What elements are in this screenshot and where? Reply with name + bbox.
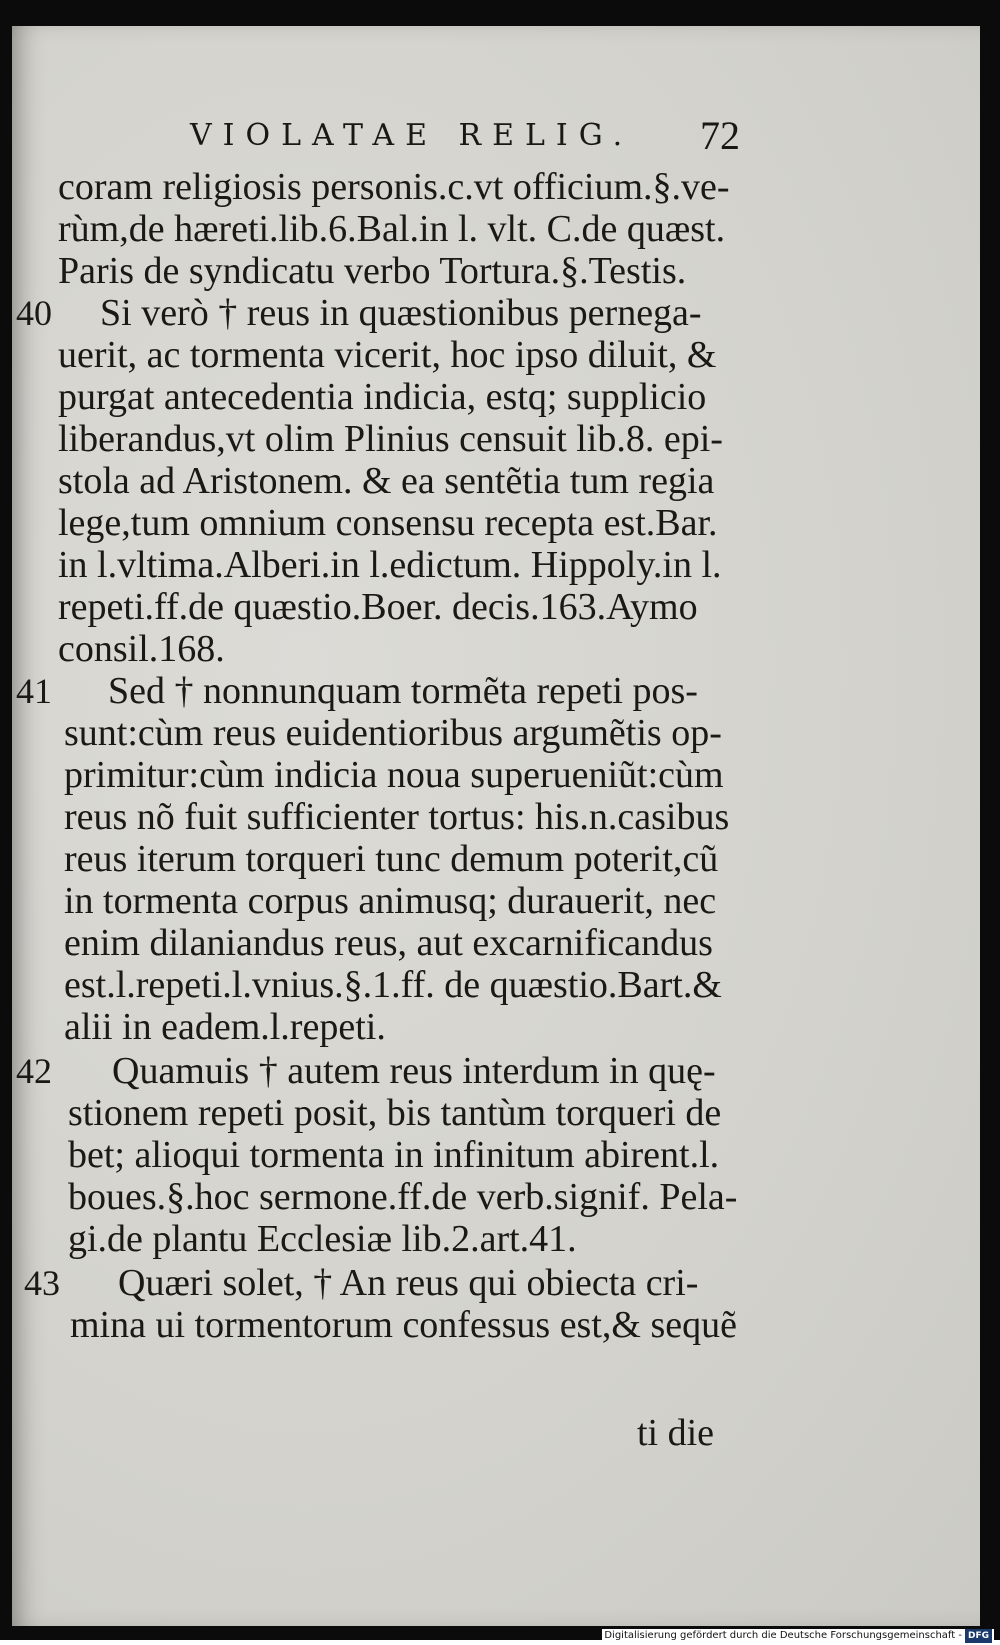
catchword: ti die — [637, 1412, 715, 1454]
margin-number: 42 — [16, 1051, 52, 1091]
text-line: coram religiosis personis.c.vt officium.§.ve- — [58, 166, 730, 208]
text-line: bet; alioqui tormenta in infinitum abirent.l. — [68, 1134, 720, 1176]
text-line: in tormenta corpus animusq; durauerit, nec — [64, 880, 717, 922]
text-line: liberandus,vt olim Plinius censuit lib.8. epi- — [58, 418, 723, 460]
text-line: sunt:cùm reus euidentioribus argumẽtis op- — [64, 712, 722, 754]
text-line: uerit, ac tormenta vicerit, hoc ipso diluit, & — [58, 334, 717, 376]
text-line: mina ui tormentorum confessus est,& sequẽ — [70, 1304, 737, 1346]
text-line: in l.vltima.Alberi.in l.edictum. Hippoly.in l. — [58, 544, 722, 586]
margin-number: 40 — [16, 293, 52, 333]
text-line: Paris de syndicatu verbo Tortura.§.Testis. — [58, 250, 687, 292]
text-line: Quæri solet, † An reus qui obiecta cri- — [118, 1262, 699, 1304]
text-line: alii in eadem.l.repeti. — [64, 1006, 386, 1048]
text-line: primitur:cùm indicia noua superueniũt:cùm — [64, 754, 724, 796]
margin-number: 43 — [24, 1263, 60, 1303]
text-line: enim dilaniandus reus, aut excarnificandus — [64, 922, 713, 964]
book-page — [12, 26, 980, 1626]
text-line: Sed † nonnunquam tormẽta repeti pos- — [108, 670, 698, 712]
digitization-credit — [602, 1629, 994, 1643]
page-number: 72 — [700, 113, 740, 158]
text-line: Si verò † reus in quæstionibus pernega- — [100, 292, 702, 334]
text-line: reus nõ fuit sufficienter tortus: his.n.casibus — [64, 796, 730, 838]
text-line: repeti.ff.de quæstio.Boer. decis.163.Aymo — [58, 586, 698, 628]
text-line: stola ad Aristonem. & ea sentẽtia tum regia — [58, 460, 715, 502]
text-line: consil.168. — [58, 628, 225, 670]
text-line: reus iterum torqueri tunc demum poterit,cũ — [64, 838, 719, 880]
text-line: rùm,de hæreti.lib.6.Bal.in l. vlt. C.de quæst. — [58, 208, 726, 250]
text-line: purgat antecedentia indicia, estq; supplicio — [58, 376, 707, 418]
text-line: est.l.repeti.l.vnius.§.1.ff. de quæstio.Bart.& — [64, 964, 722, 1006]
dfg-logo: DFG — [965, 1629, 992, 1643]
text-line: stionem repeti posit, bis tantùm torqueri de — [68, 1092, 722, 1134]
credit-text: Digitalisierung gefördert durch die Deutsche Forschungsgemeinschaft - — [604, 1630, 962, 1641]
text-line: boues.§.hoc sermone.ff.de verb.signif. Pela- — [68, 1176, 738, 1218]
margin-number: 41 — [16, 671, 52, 711]
running-head-title: VIOLATAE RELIG. — [190, 118, 634, 153]
text-line: Quamuis † autem reus interdum in quę- — [112, 1050, 716, 1092]
running-head — [12, 110, 980, 160]
text-line: lege,tum omnium consensu recepta est.Bar. — [58, 502, 718, 544]
text-line: gi.de plantu Ecclesiæ lib.2.art.41. — [68, 1218, 577, 1260]
